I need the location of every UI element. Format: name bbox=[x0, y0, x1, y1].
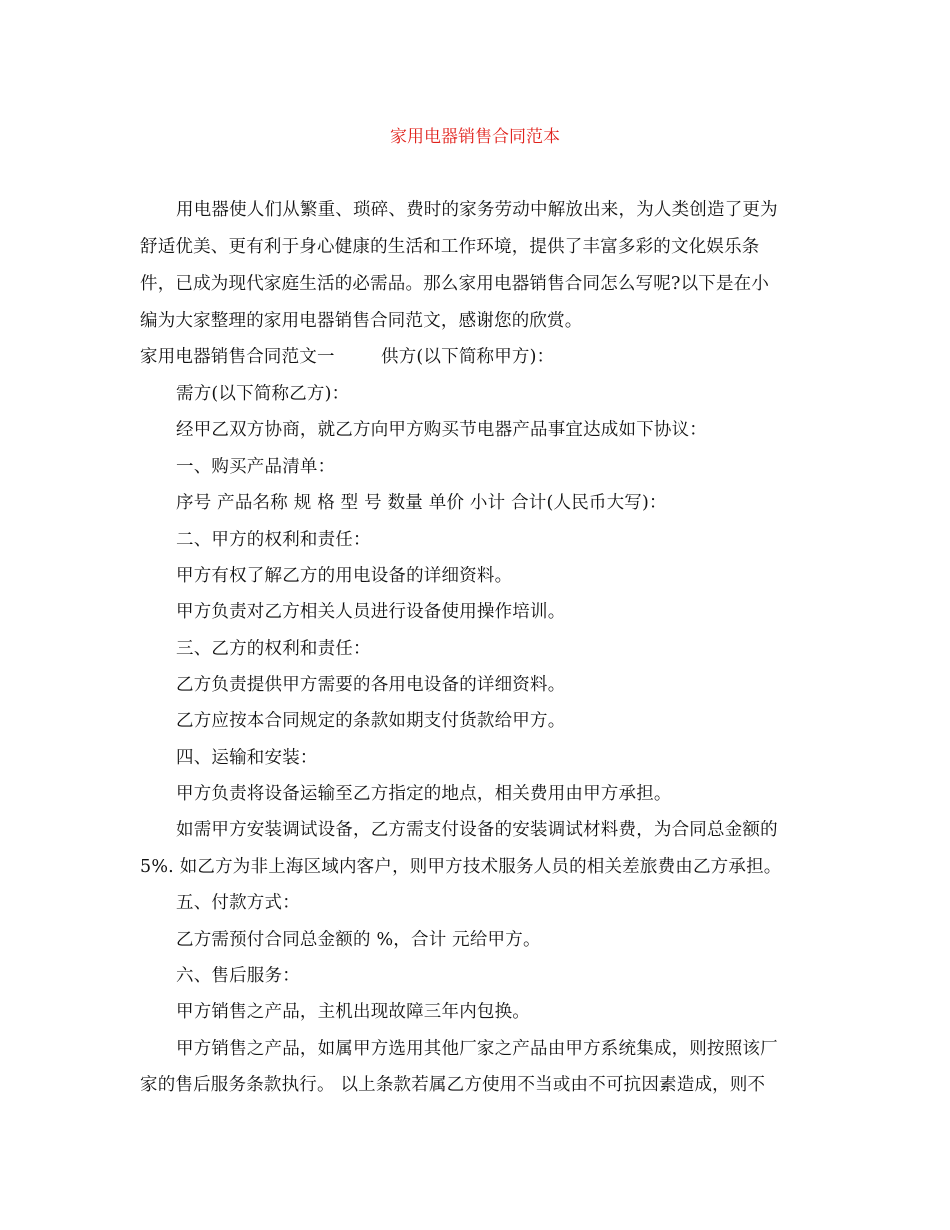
contract-line: 甲方销售之产品，主机出现故障三年内包换。 bbox=[176, 1002, 530, 1022]
intro-line: 编为大家整理的家用电器销售合同范文，感谢您的欣赏。 bbox=[140, 311, 583, 331]
section-heading: 二、甲方的权利和责任： bbox=[176, 530, 371, 550]
contract-line: 乙方负责提供甲方需要的各用电设备的详细资料。 bbox=[176, 675, 566, 695]
contract-line: 5%. 如乙方为非上海区域内客户，则甲方技术服务人员的相关差旅费由乙方承担。 bbox=[140, 857, 782, 877]
document-title: 家用电器销售合同范本 bbox=[390, 127, 560, 147]
contract-line: 如需甲方安装调试设备，乙方需支付设备的安装调试材料费，为合同总金额的 bbox=[176, 820, 778, 840]
contract-line: 序号 产品名称 规 格 型 号 数量 单价 小计 合计(人民币大写)： bbox=[176, 493, 667, 513]
intro-line: 件，已成为现代家庭生活的必需品。那么家用电器销售合同怎么写呢?以下是在小 bbox=[140, 274, 770, 294]
contract-line: 乙方需预付合同总金额的 %，合计 元给甲方。 bbox=[176, 930, 541, 950]
intro-line: 用电器使人们从繁重、琐碎、费时的家务劳动中解放出来，为人类创造了更为 bbox=[176, 200, 778, 220]
section-heading: 一、购买产品清单： bbox=[176, 457, 336, 477]
contract-line: 家的售后服务条款执行。 以上条款若属乙方使用不当或由不可抗因素造成，则不 bbox=[140, 1075, 766, 1095]
section-heading: 六、售后服务： bbox=[176, 966, 300, 986]
section-heading: 四、运输和安装： bbox=[176, 748, 318, 768]
section-heading: 五、付款方式： bbox=[176, 893, 300, 913]
contract-line: 经甲乙双方协商，就乙方向甲方购买节电器产品事宜达成如下协议： bbox=[176, 420, 707, 440]
contract-line: 甲方负责将设备运输至乙方指定的地点，相关费用由甲方承担。 bbox=[176, 784, 672, 804]
contract-line: 甲方有权了解乙方的用电设备的详细资料。 bbox=[176, 566, 513, 586]
sample-heading: 家用电器销售合同范文一 bbox=[140, 347, 335, 367]
contract-line: 甲方负责对乙方相关人员进行设备使用操作培训。 bbox=[176, 602, 566, 622]
contract-line: 甲方销售之产品，如属甲方选用其他厂家之产品由甲方系统集成，则按照该厂 bbox=[176, 1039, 778, 1059]
contract-line: 乙方应按本合同规定的条款如期支付货款给甲方。 bbox=[176, 711, 566, 731]
supplier-line: 供方(以下简称甲方)： bbox=[381, 347, 555, 367]
intro-line: 舒适优美、更有利于身心健康的生活和工作环境，提供了丰富多彩的文化娱乐条 bbox=[140, 237, 760, 257]
contract-line: 需方(以下简称乙方)： bbox=[176, 384, 350, 404]
section-heading: 三、乙方的权利和责任： bbox=[176, 639, 371, 659]
